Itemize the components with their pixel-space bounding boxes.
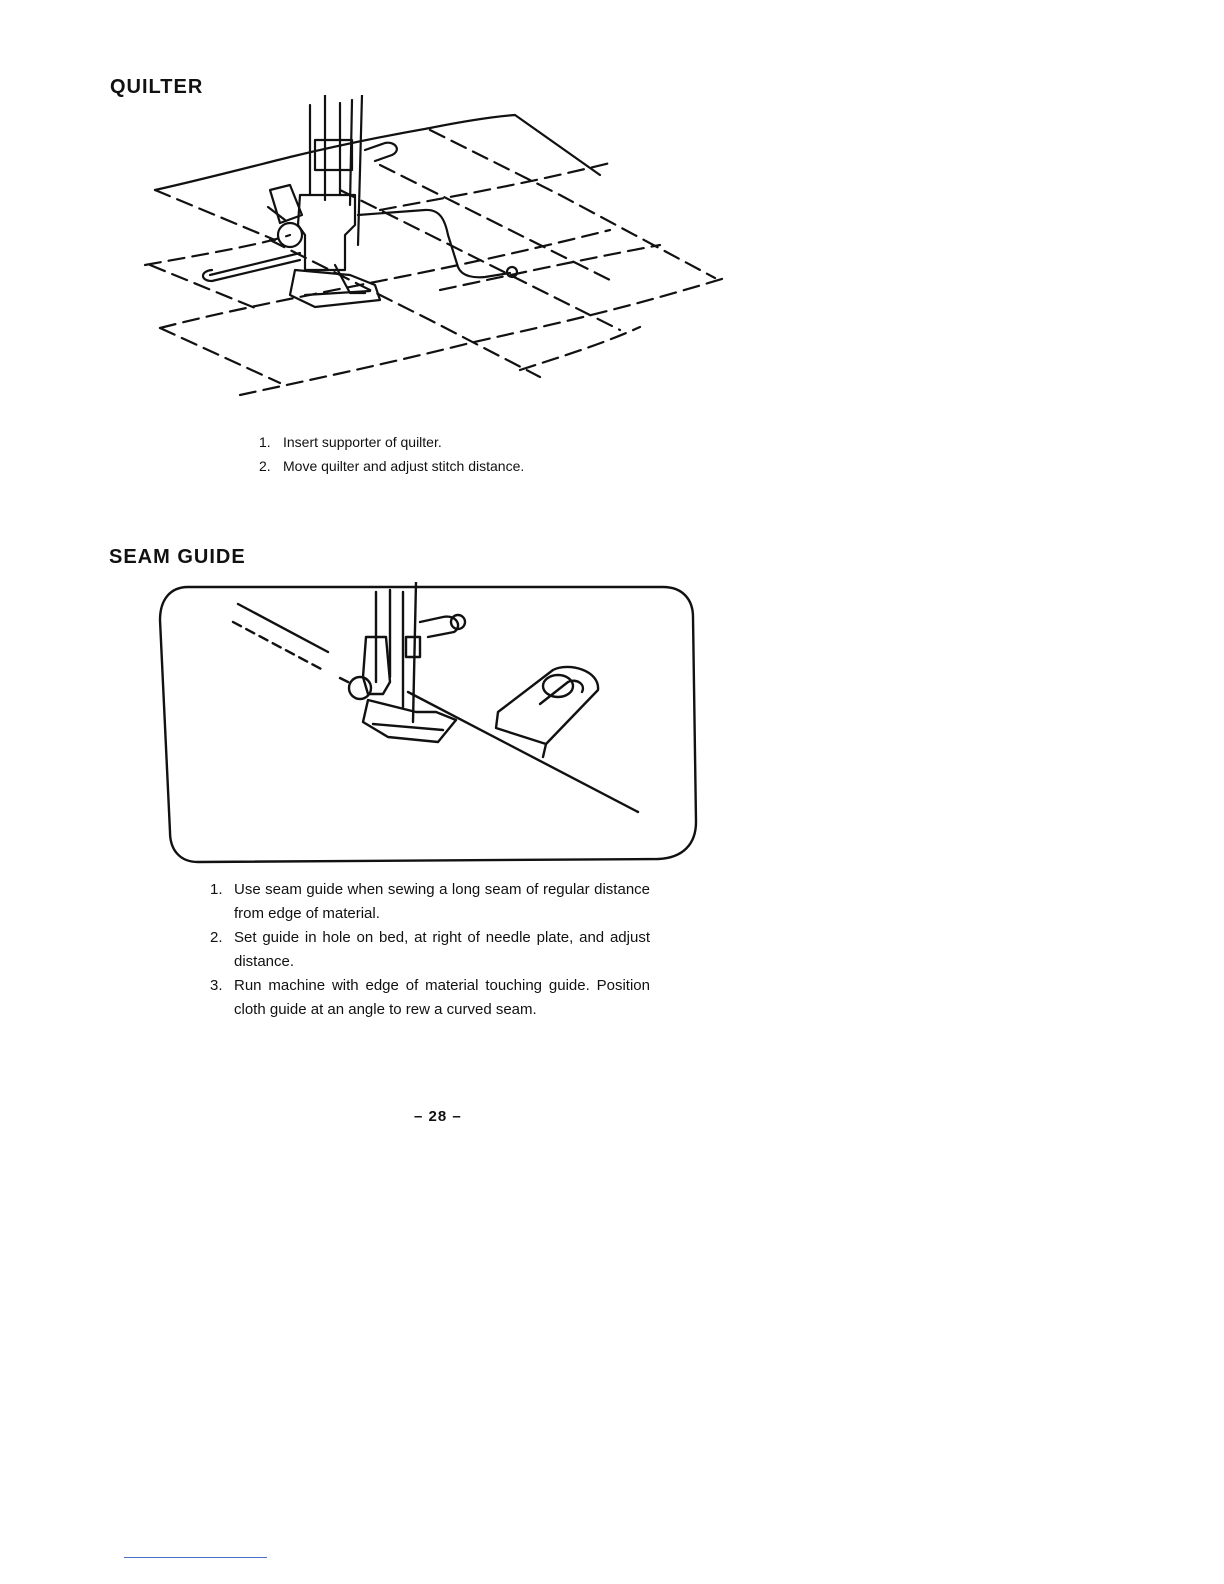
quilter-step-1 [259, 430, 659, 454]
seam-guide-heading: SEAM GUIDE [109, 546, 246, 568]
step-text: Use seam guide when sewing a long seam of regular distance from edge of material. [234, 881, 650, 922]
step-text: Run machine with edge of material touching guide. Position cloth guide at an angle to rew a curved seam. [234, 977, 650, 1018]
quilter-diagram-icon [140, 95, 730, 415]
seam-guide-step-3 [210, 974, 650, 1022]
step-number: 1. [259, 434, 271, 450]
step-number: 2. [259, 458, 271, 474]
seam-guide-diagram-icon [158, 582, 702, 866]
step-number: 2. [210, 929, 223, 946]
step-number: 3. [210, 977, 223, 994]
quilter-step-2 [259, 454, 659, 478]
seam-guide-illustration [158, 582, 702, 866]
seam-guide-step-1 [210, 878, 650, 926]
quilter-illustration [140, 95, 730, 415]
step-text: Insert supporter of quilter. [283, 434, 442, 450]
step-text: Set guide in hole on bed, at right of needle plate, and adjust distance. [234, 929, 650, 970]
seam-guide-steps-list [210, 878, 650, 1022]
quilter-steps-list [259, 430, 659, 478]
step-number: 1. [210, 881, 223, 898]
quilter-heading: QUILTER [110, 76, 204, 98]
page-number: – 28 – [414, 1108, 462, 1125]
footer-divider [124, 1557, 267, 1558]
seam-guide-step-2 [210, 926, 650, 974]
step-text: Move quilter and adjust stitch distance. [283, 458, 525, 474]
